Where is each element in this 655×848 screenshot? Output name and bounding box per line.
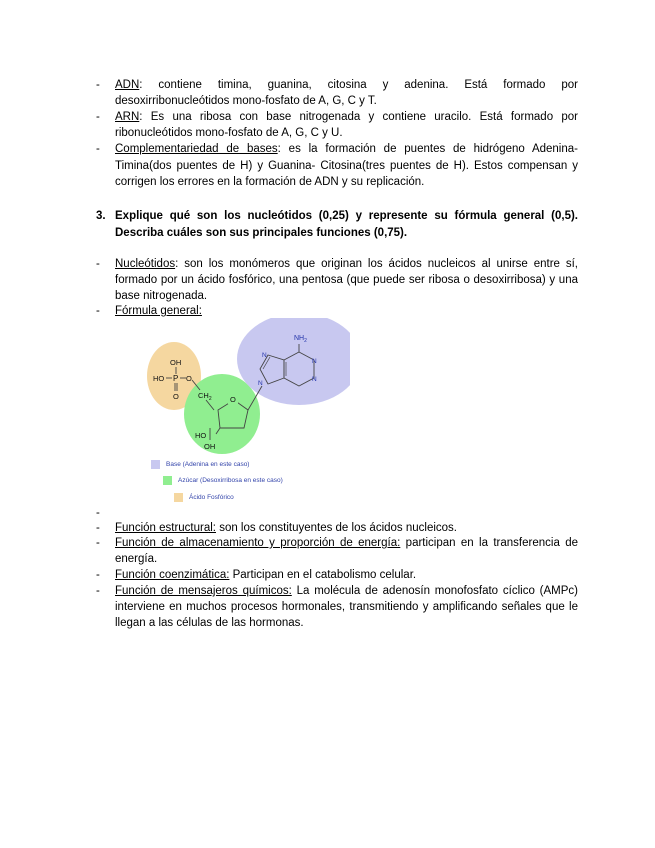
list-item-funcion-mensajeros: [96, 583, 578, 631]
definition-arn: Es una ribosa con base nitrogenada y contiene uracilo. Está formado por ribonucleótidos mono-fosfato de A, G, C y U.: [115, 111, 578, 139]
term-arn: ARN: [115, 111, 140, 123]
sugar-ring-o: O: [230, 395, 236, 404]
list-item-formula: [96, 303, 578, 319]
list-item-funcion-coenzimatica: [96, 567, 578, 583]
legend-label-sugar: Azúcar (Desoxirribosa en este caso): [178, 477, 283, 484]
phosphate-ho-left: HO: [153, 374, 165, 383]
term-funcion-energia: Función de almacenamiento y proporción de energía:: [115, 537, 401, 549]
definition-nucleotidos: son los monómeros que originan los ácidos nucleicos al unirse entre sí, formado por un ácido fosfórico, una pentosa (que puede ser ribosa o desoxirribosa) y una base nitrogenada.: [115, 258, 578, 302]
phosphate-o-right: O: [186, 374, 192, 383]
phosphate-oh-top: OH: [170, 358, 182, 367]
legend-label-phosphate: Ácido Fosfórico: [189, 494, 234, 501]
adenine-nh2: $NH_2$: [294, 335, 307, 344]
bullet-dash: -: [96, 79, 100, 91]
adenine-n3: N: [312, 376, 317, 383]
definition-adn: contiene timina, guanina, citosina y adenina. Está formado por desoxirribonucleótidos mono-fosfato de A, G, C y T.: [115, 79, 578, 107]
bullet-dash: -: [96, 569, 100, 581]
definition-funcion-estructural: son los constituyentes de los ácidos nucleicos.: [216, 522, 457, 534]
list-item-adn: - ADN: contiene timina, guanina, citosina y adenina. Está formado por desoxirribonucleótidos mono-fosfato de A, G, C y T.: [96, 79, 578, 107]
sugar-ch2: $CH_2$: [198, 391, 212, 402]
base-highlight: [237, 318, 350, 405]
term-funcion-coenzimatica: Función coenzimática:: [115, 569, 230, 581]
term-complementariedad: Complementariedad de bases: [115, 143, 278, 155]
term-formula-general: Fórmula general:: [115, 305, 202, 317]
legend-swatch-sugar: [163, 476, 172, 485]
term-adn: ADN: [115, 79, 140, 91]
bullet-dash: -: [96, 507, 100, 519]
definition-funcion-mensajeros: La molécula de adenosín monofosfato cíclico (AMPc) interviene en muchos procesos hormonales, transmitiendo y amplificando señales que le llegan a las células de las hormonas.: [115, 585, 578, 629]
bullet-dash: -: [96, 537, 100, 549]
list-item-complementariedad: - Complementariedad de bases: es la formación de puentes de hidrógeno Adenina-Timina(dos puentes de H) y Guanina- Citosina(tres puentes de H). Estos compensan y corrigen los errores en la formación de ADN y su replicación.: [96, 143, 578, 188]
bullet-dash: -: [96, 585, 100, 597]
term-funcion-mensajeros: Función de mensajeros químicos:: [115, 585, 292, 597]
question-number: 3.: [96, 210, 106, 222]
definition-complementariedad: es la formación de puentes de hidrógeno Adenina-Timina(dos puentes de H) y Guanina- Citosina(tres puentes de H). Estos compensan y corrigen los errores en la formación de ADN y su replicación.: [115, 143, 578, 188]
adenine-n9: N: [258, 380, 263, 387]
definition-funcion-energia: participan en la transferencia de energía.: [115, 537, 578, 565]
definition-funcion-coenzimatica: Participan en el catabolismo celular.: [229, 569, 417, 581]
list-item-funcion-energia: [96, 535, 578, 567]
legend-swatch-phosphate: [174, 493, 183, 502]
phosphate-p-atom: P: [173, 374, 179, 383]
bullet-dash: -: [96, 111, 100, 123]
list-item-funcion-estructural: [96, 520, 578, 536]
legend-swatch-base: [151, 460, 160, 469]
bullet-dash: -: [96, 258, 100, 270]
term-funcion-estructural: Función estructural:: [115, 522, 216, 534]
list-item-arn: - ARN: Es una ribosa con base nitrogenada y contiene uracilo. Está formado por ribonucleótidos mono-fosfato de A, G, C y U.: [96, 111, 578, 139]
bullet-dash: -: [96, 522, 100, 534]
bullet-dash: -: [96, 305, 100, 317]
question-text: Explique qué son los nucleótidos (0,25) y represente su fórmula general (0,5). Describa cuáles son sus principales funciones (0,75).: [115, 210, 578, 239]
sugar-ho: HO: [195, 431, 207, 440]
phosphate-o-bottom: O: [173, 392, 179, 401]
term-nucleotidos: Nucleótidos: [115, 258, 176, 270]
adenine-n1: N: [312, 358, 317, 365]
nucleotide-structure-diagram: [140, 318, 350, 458]
legend-label-base: Base (Adenina en este caso): [166, 461, 250, 468]
adenine-n7: N: [262, 352, 267, 359]
list-item-nucleotidos: - Nucleótidos: son los monómeros que originan los ácidos nucleicos al unirse entre sí, formado por un ácido fosfórico, una pentosa (que puede ser ribosa o desoxirribosa) y una base nitrogenada.: [96, 258, 578, 302]
sugar-oh: OH: [204, 442, 216, 451]
sugar-highlight: [184, 374, 260, 454]
question-3: [96, 208, 578, 241]
bullet-dash: -: [96, 143, 100, 155]
